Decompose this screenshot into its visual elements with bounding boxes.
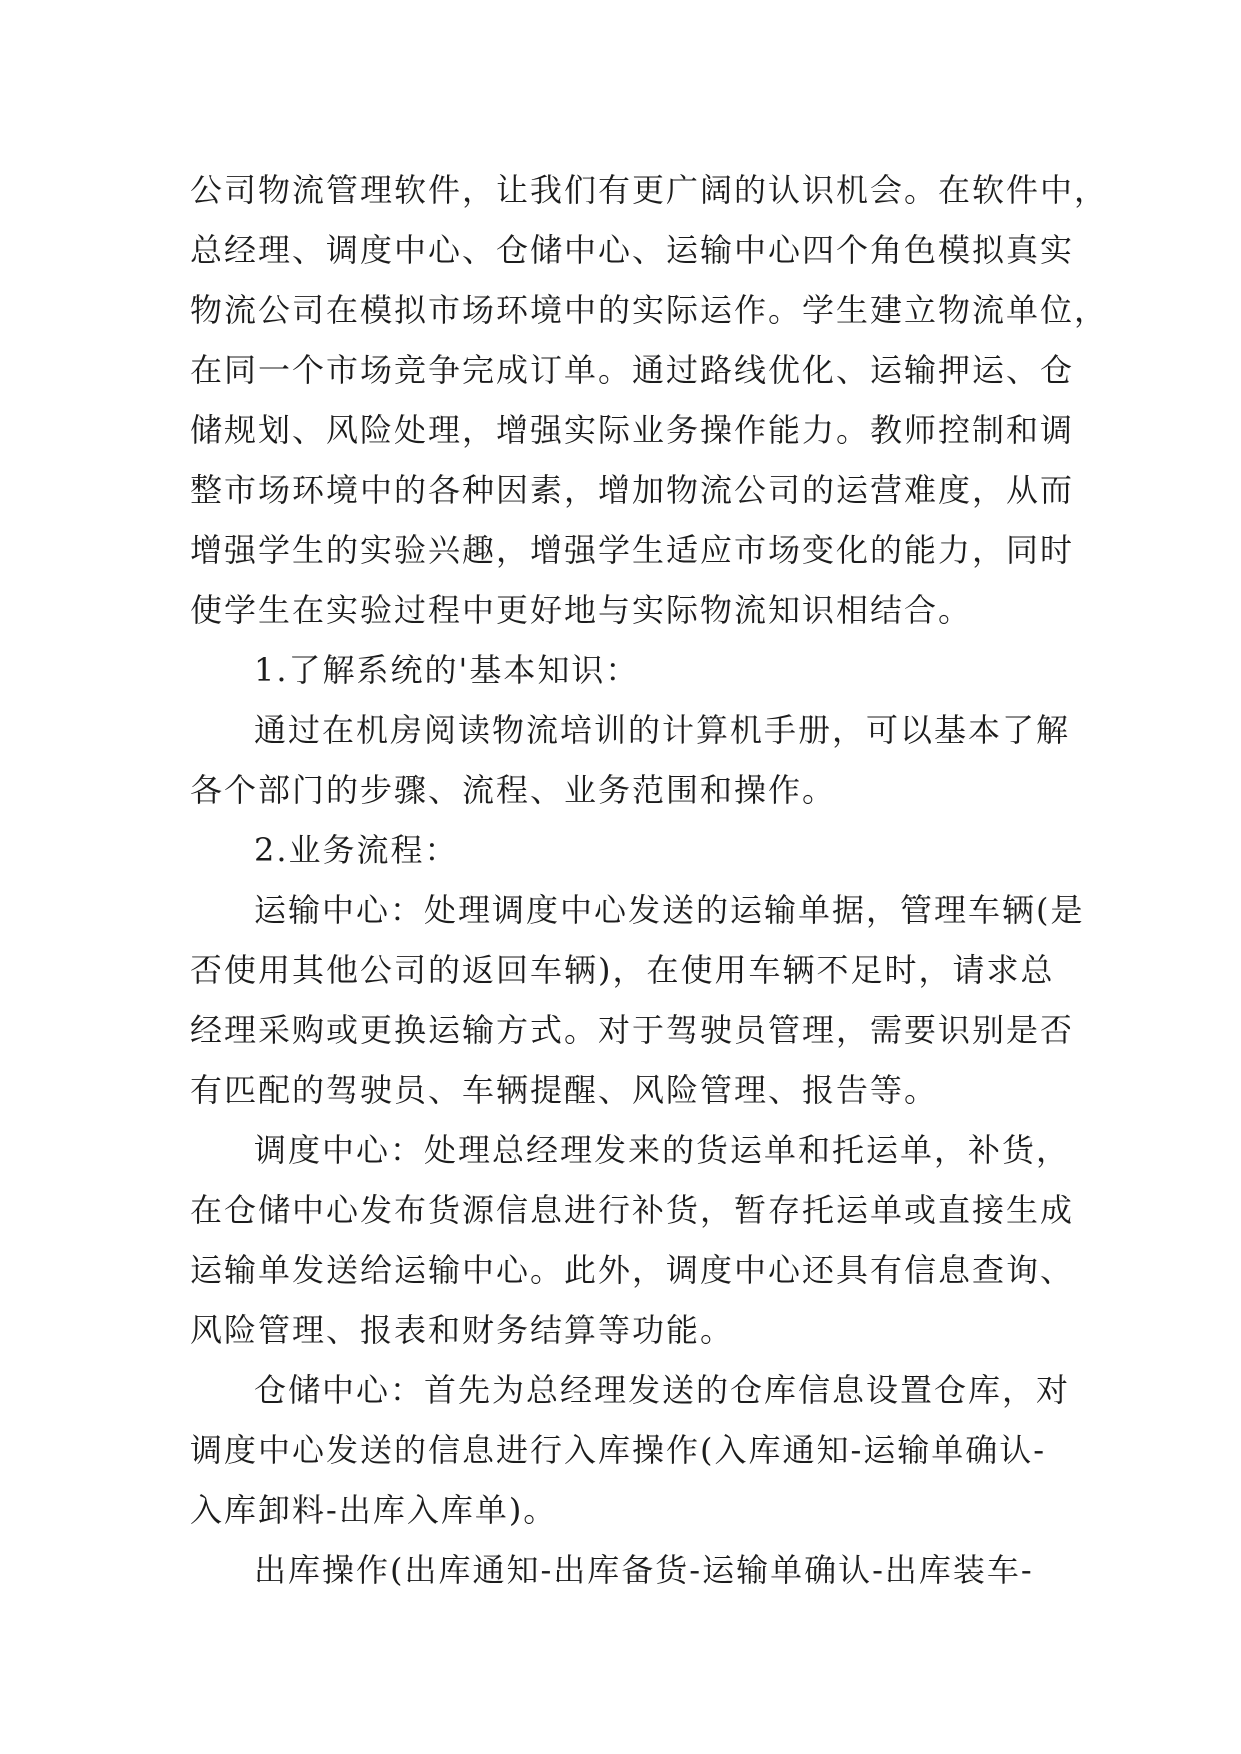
document-body bbox=[190, 160, 1109, 1600]
text-line: 否使用其他公司的返回车辆)，在使用车辆不足时，请求总 bbox=[190, 951, 1055, 989]
text-line: 增强学生的实验兴趣，增强学生适应市场变化的能力，同时 bbox=[190, 531, 1075, 569]
text-line: 在同一个市场竞争完成订单。通过路线优化、运输押运、仓 bbox=[190, 351, 1075, 389]
text-line: 在仓储中心发布货源信息进行补货，暂存托运单或直接生成 bbox=[190, 1191, 1075, 1229]
text-line: 有匹配的驾驶员、车辆提醒、风险管理、报告等。 bbox=[190, 1071, 939, 1109]
text-line: 总经理、调度中心、仓储中心、运输中心四个角色模拟真实 bbox=[190, 231, 1075, 269]
text-line: 仓储中心：首先为总经理发送的仓库信息设置仓库，对 bbox=[254, 1371, 1071, 1409]
section-heading: 2.业务流程： bbox=[254, 831, 459, 869]
text-line: 各个部门的步骤、流程、业务范围和操作。 bbox=[190, 771, 837, 809]
text-line: 调度中心发送的信息进行入库操作(入库通知-运输单确认- bbox=[190, 1431, 1047, 1469]
text-line: 调度中心：处理总经理发来的货运单和托运单，补货， bbox=[254, 1131, 1071, 1169]
text-line: 运输单发送给运输中心。此外，调度中心还具有信息查询、 bbox=[190, 1251, 1075, 1289]
text-line: 经理采购或更换运输方式。对于驾驶员管理，需要识别是否 bbox=[190, 1011, 1075, 1049]
text-line: 物流公司在模拟市场环境中的实际运作。学生建立物流单位， bbox=[190, 291, 1109, 329]
text-line: 运输中心：处理调度中心发送的运输单据，管理车辆(是 bbox=[254, 891, 1085, 929]
text-line: 整市场环境中的各种因素，增加物流公司的运营难度，从而 bbox=[190, 471, 1075, 509]
text-line: 出库操作(出库通知-出库备货-运输单确认-出库装车- bbox=[254, 1551, 1034, 1589]
text-line: 风险管理、报表和财务结算等功能。 bbox=[190, 1311, 735, 1349]
text-line: 储规划、风险处理，增强实际业务操作能力。教师控制和调 bbox=[190, 411, 1075, 449]
text-line: 通过在机房阅读物流培训的计算机手册，可以基本了解 bbox=[254, 711, 1071, 749]
text-line: 使学生在实验过程中更好地与实际物流知识相结合。 bbox=[190, 591, 973, 629]
section-heading: 1.了解系统的'基本知识： bbox=[254, 651, 640, 689]
text-line: 公司物流管理软件，让我们有更广阔的认识机会。在软件中， bbox=[190, 171, 1109, 209]
text-line: 入库卸料-出库入库单)。 bbox=[190, 1491, 558, 1529]
